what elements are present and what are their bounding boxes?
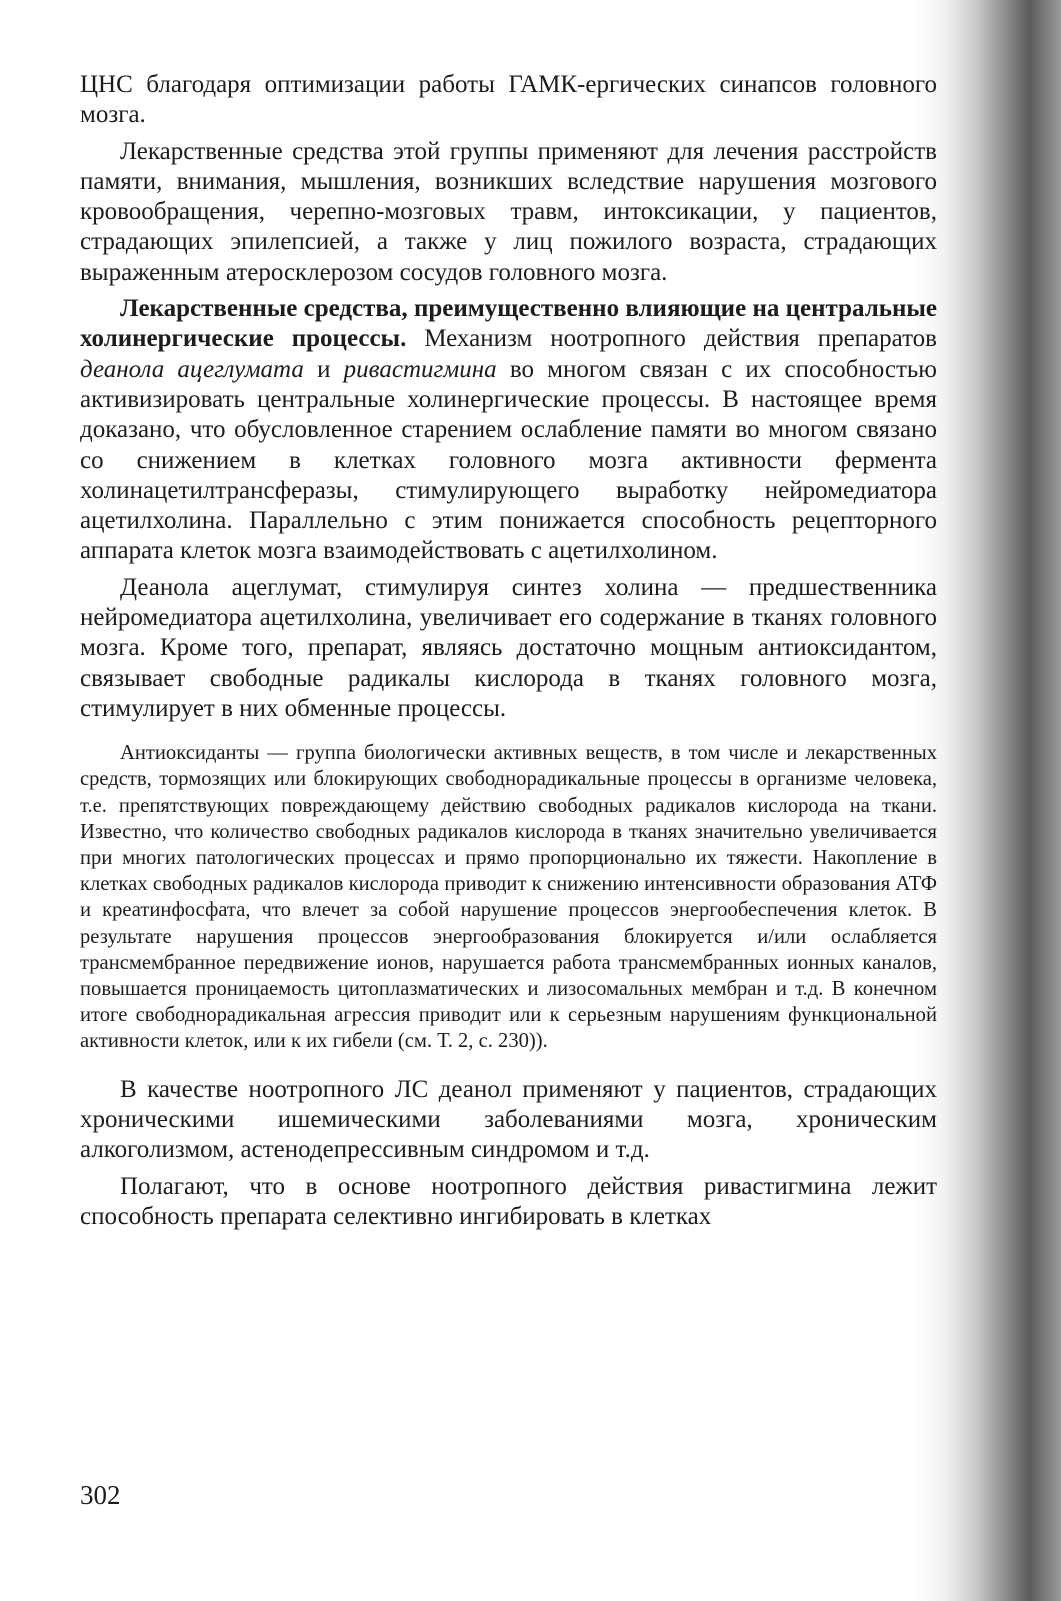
section-heading: Лекарственные средства, преимущественно влияющие на центральные холинергические процессы. <box>80 295 937 353</box>
text-fragment: Механизм ноотропного действия препаратов <box>406 325 937 353</box>
page-number: 302 <box>80 1480 121 1510</box>
main-text-bottom <box>80 1075 937 1232</box>
paragraph-rivastigmine: Полагают, что в основе ноотропного действия ривастигмина лежит способность препарата селективно ингибировать в клетках <box>80 1172 937 1230</box>
drug-name-rivastigmine: ривастигмина <box>343 355 497 383</box>
note-antioxidants: Антиоксиданты — группа биологически активных веществ, в том числе и лекарственных средств, тормозящих или блокирующих свободнорадикальные процессы в организме человека, т.е. препятствующих повреждающему действию свободных радикалов кислорода на ткани. Известно, что количество свободных радикалов кислорода в тканях значительно увеличивается при многих патологических процессах и прямо пропорционально их тяжести. Накопление в клетках свободных радикалов кислорода приводит к снижению интенсивности образования АТФ и креатинфосфата, что влечет за собой нарушение процессов энергообеспечения клеток. В результате нарушения процессов энергообразования блокируется и/или ослабляется трансмембранное передвижение ионов, нарушается работа трансмембранных ионных каналов, повышается проницаемость цитоплазматических и лизосомальных мембран и т.д. В конечном итоге свободнорадикальная агрессия приводит или к серьезным нарушениям функциональной активности клеток, или к их гибели (см. Т. 2, с. 230)). <box>80 742 937 1053</box>
paragraph-indications: Лекарственные средства этой группы применяют для лечения расстройств памяти, внимания, мышления, возникших вследствие нарушения мозгового кровообращения, черепно-мозговых травм, интоксикации, у пациентов, страдающих эпилепсией, а также у лиц пожилого возраста, страдающих выраженным атеросклерозом сосудов головного мозга. <box>80 137 937 286</box>
text-fragment: во многом связан с их способностью активизировать центральные холинергические процессы. В настоящее время доказано, что обусловленное старением ослабление памяти во многом связано со снижением в клетках головного мозга активности фермента холинацетилтрансферазы, стимулирующего выработку нейромедиатора ацетилхолина. Параллельно с этим понижается способность рецепторного аппарата клеток мозга взаимодействовать с ацетилхолином. <box>80 355 937 565</box>
paragraph-deanol: Деанола ацеглумат, стимулируя синтез холина — предшественника нейромедиатора ацетилхолина, увеличивает его содержание в тканях головного мозга. Кроме того, препарат, являясь достаточно мощным антиоксидантом, связывает свободные радикалы кислорода в тканях головного мозга, стимулирует в них обменные процессы. <box>80 573 937 722</box>
drug-name-deanol: деанола ацеглумата <box>80 355 304 383</box>
paragraph-cholinergic <box>80 294 937 567</box>
paragraph-continuation: ЦНС благодаря оптимизации работы ГАМК-ергических синапсов головного мозга. <box>80 71 937 129</box>
page-text <box>80 70 937 1232</box>
note-block <box>80 740 937 1054</box>
text-fragment: и <box>303 355 344 383</box>
main-text-top <box>80 70 937 724</box>
paragraph-deanol-use: В качестве ноотропного ЛС деанол применяют у пациентов, страдающих хроническими ишемическими заболеваниями мозга, хроническим алкоголизмом, астенодепрессивным синдромом и т.д. <box>80 1075 937 1164</box>
